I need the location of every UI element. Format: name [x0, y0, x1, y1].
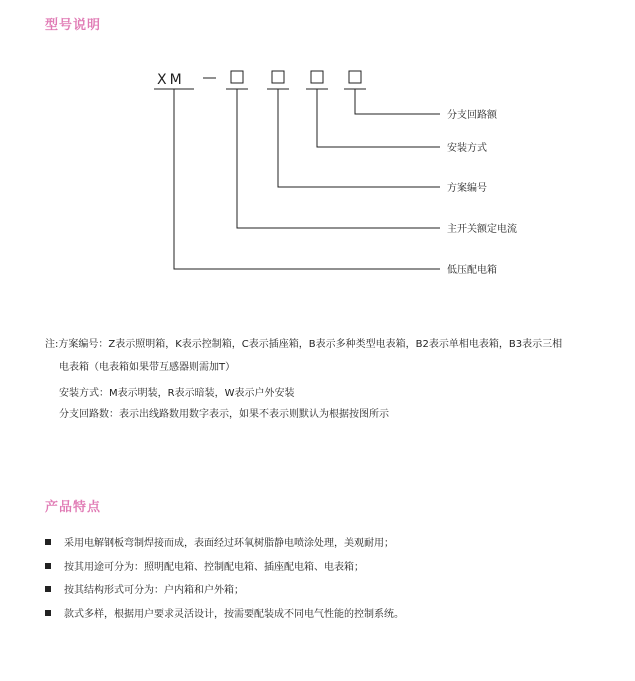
code-box-1 — [231, 71, 243, 83]
leader-line-install — [317, 89, 440, 147]
bullet-icon — [45, 539, 51, 545]
feature-item — [45, 605, 404, 620]
note-scheme-codes: 注:方案编号：Z表示照明箱，K表示控制箱，C表示插座箱，B表示多种类型电表箱，B2表示单相电表箱，B3表示三相 — [45, 339, 563, 350]
code-box-3 — [311, 71, 323, 83]
label-low-voltage-box: 低压配电箱 — [447, 265, 497, 276]
model-prefix: XM — [157, 72, 185, 88]
model-number-diagram — [0, 0, 635, 300]
section-title-features: 产品特点 — [45, 500, 102, 515]
label-scheme-number: 方案编号 — [447, 183, 487, 194]
bullet-icon — [45, 610, 51, 616]
feature-text: 按其用途可分为：照明配电箱、控制配电箱、插座配电箱、电表箱； — [64, 562, 364, 573]
code-box-4 — [349, 71, 361, 83]
bullet-icon — [45, 586, 51, 592]
leader-line-scheme — [278, 89, 440, 187]
label-install-method: 安装方式 — [447, 143, 487, 154]
label-main-switch-current: 主开关额定电流 — [447, 224, 517, 235]
leader-line-current — [237, 89, 440, 228]
note-branch-count: 分支回路数：表示出线路数用数字表示，如果不表示则默认为根据按图所示 — [59, 409, 389, 420]
feature-text: 采用电解钢板弯制焊接而成，表面经过环氧树脂静电喷涂处理，美观耐用； — [64, 538, 394, 549]
feature-item — [45, 534, 394, 549]
bullet-icon — [45, 563, 51, 569]
note-install-method: 安装方式：M表示明装，R表示暗装，W表示户外安装 — [59, 388, 295, 399]
leader-line-branch — [355, 89, 440, 114]
section-title-model: 型号说明 — [45, 18, 102, 33]
leader-line-box — [174, 89, 440, 269]
label-branch-circuits: 分支回路额 — [447, 110, 497, 121]
feature-text: 款式多样，根据用户要求灵活设计，按需要配装成不同电气性能的控制系统。 — [64, 609, 404, 620]
feature-item — [45, 558, 364, 573]
code-box-2 — [272, 71, 284, 83]
note-meter-box: 电表箱（电表箱如果带互感器则需加T） — [59, 362, 236, 373]
feature-item — [45, 581, 244, 596]
feature-text: 按其结构形式可分为：户内箱和户外箱； — [64, 585, 244, 596]
